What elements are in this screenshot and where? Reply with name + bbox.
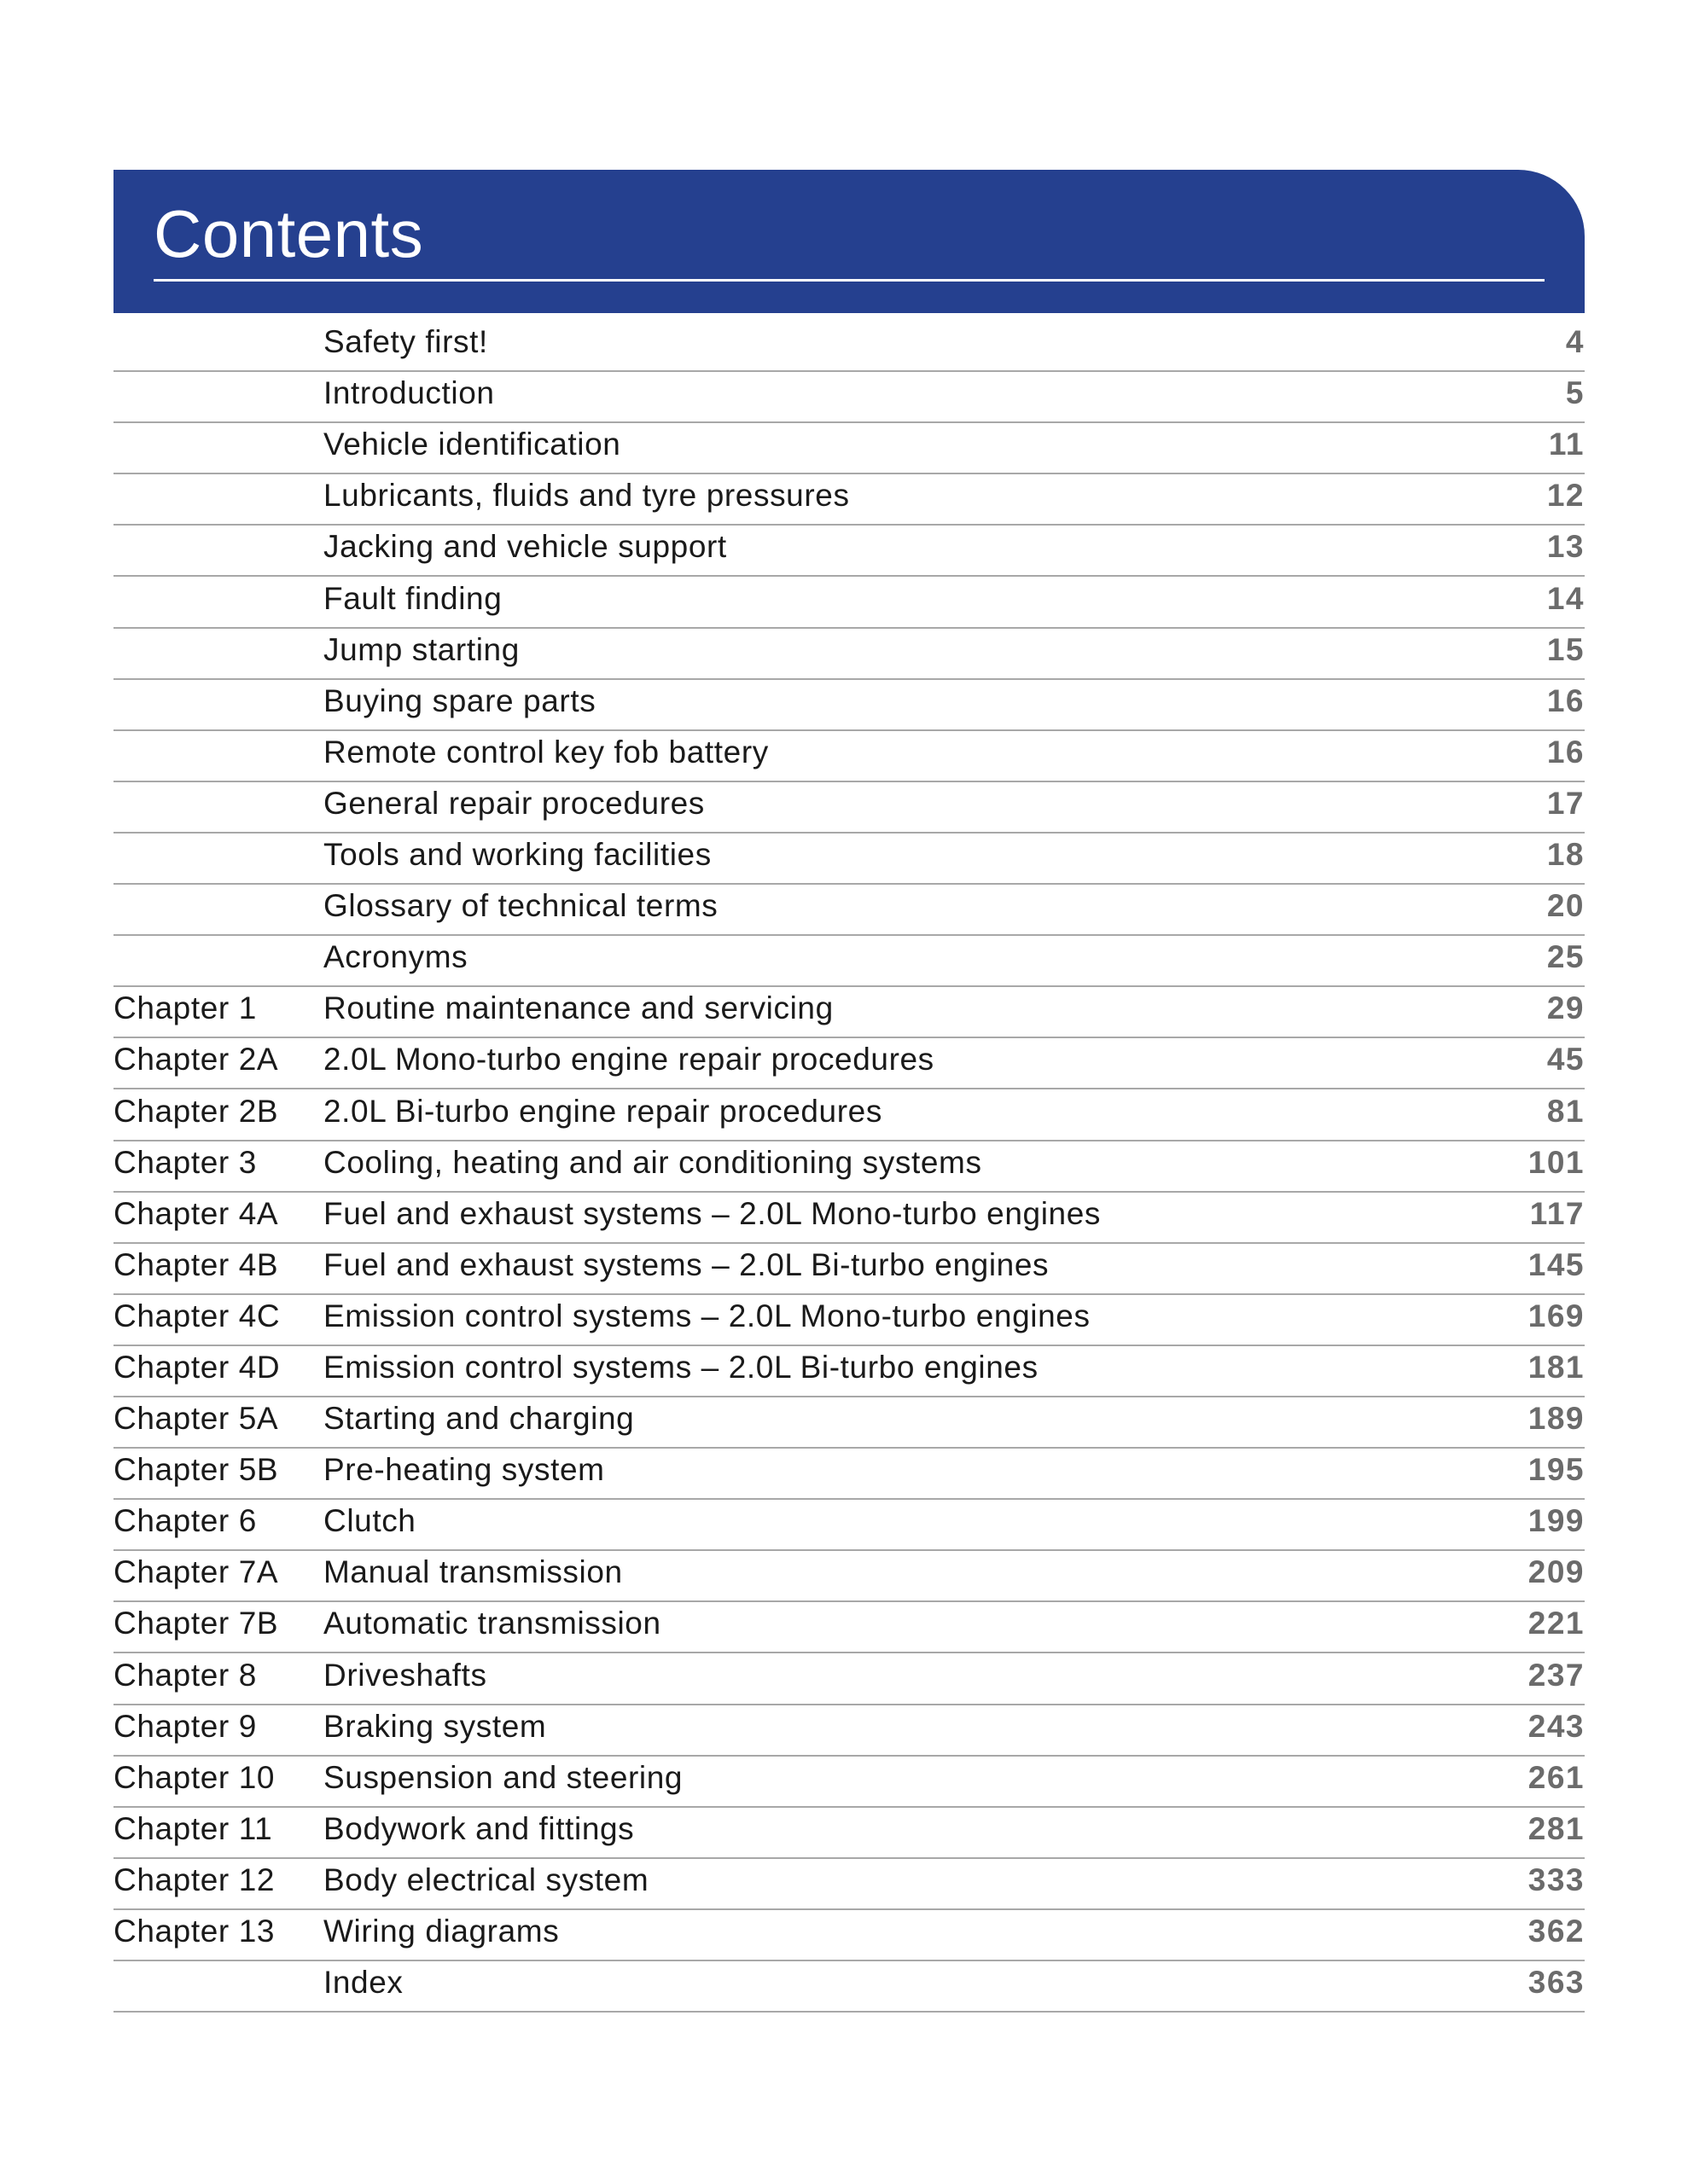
toc-chapter-label: Chapter 4D bbox=[113, 1349, 281, 1385]
toc-entry[interactable] bbox=[113, 1859, 1585, 1910]
toc-page-number: 16 bbox=[1546, 734, 1585, 770]
toc-page-number: 17 bbox=[1546, 785, 1585, 821]
toc-chapter-label: Chapter 7A bbox=[113, 1554, 279, 1590]
toc-entry[interactable] bbox=[113, 1346, 1585, 1397]
toc-entry-title: Automatic transmission bbox=[323, 1606, 661, 1641]
toc-entry-title: Fuel and exhaust systems – 2.0L Bi-turbo engines bbox=[323, 1246, 1050, 1282]
toc-page-number: 181 bbox=[1527, 1349, 1585, 1385]
toc-entry-title: Braking system bbox=[323, 1708, 547, 1744]
toc-entry-title: Lubricants, fluids and tyre pressures bbox=[323, 478, 850, 514]
toc-chapter-label: Chapter 1 bbox=[113, 990, 257, 1026]
toc-entry[interactable] bbox=[113, 1961, 1585, 2013]
toc-entry-title: Buying spare parts bbox=[323, 682, 596, 718]
toc-chapter-label: Chapter 11 bbox=[113, 1810, 273, 1846]
toc-entry[interactable] bbox=[113, 577, 1585, 628]
toc-entry[interactable] bbox=[113, 1193, 1585, 1244]
toc-entry[interactable] bbox=[113, 321, 1585, 372]
toc-chapter-label: Chapter 4C bbox=[113, 1298, 281, 1333]
toc-entry[interactable] bbox=[113, 1449, 1585, 1500]
toc-entry[interactable] bbox=[113, 474, 1585, 526]
toc-entry-title: Jacking and vehicle support bbox=[323, 529, 727, 565]
toc-entry[interactable] bbox=[113, 1397, 1585, 1449]
toc-entry-title: Emission control systems – 2.0L Mono-turbo engines bbox=[323, 1298, 1091, 1333]
toc-entry-title: Vehicle identification bbox=[323, 427, 621, 462]
toc-page-number: 189 bbox=[1527, 1401, 1585, 1437]
toc-entry-title: Fuel and exhaust systems – 2.0L Mono-turbo engines bbox=[323, 1195, 1101, 1231]
toc-page-number: 101 bbox=[1527, 1144, 1585, 1180]
toc-page-number: 25 bbox=[1546, 939, 1585, 975]
toc-page-number: 243 bbox=[1527, 1708, 1585, 1744]
toc-page-number: 4 bbox=[1565, 324, 1585, 360]
toc-entry-title: 2.0L Mono-turbo engine repair procedures bbox=[323, 1042, 934, 1077]
toc-chapter-label: Chapter 4A bbox=[113, 1195, 279, 1231]
toc-page-number: 18 bbox=[1546, 837, 1585, 873]
toc-entry[interactable] bbox=[113, 629, 1585, 680]
toc-entry[interactable] bbox=[113, 936, 1585, 987]
toc-entry-title: Manual transmission bbox=[323, 1554, 623, 1590]
toc-chapter-label: Chapter 13 bbox=[113, 1914, 276, 1949]
toc-page-number: 169 bbox=[1527, 1298, 1585, 1333]
toc-page-number: 362 bbox=[1527, 1914, 1585, 1949]
toc-page-number: 11 bbox=[1548, 427, 1585, 462]
toc-entry-title: Jump starting bbox=[323, 631, 520, 667]
toc-entry-title: Fault finding bbox=[323, 580, 503, 616]
toc-entry[interactable] bbox=[113, 1295, 1585, 1346]
toc-entry[interactable] bbox=[113, 987, 1585, 1038]
toc-entry-title: Acronyms bbox=[323, 939, 468, 975]
toc-entry-title: General repair procedures bbox=[323, 785, 705, 821]
toc-entry-title: Driveshafts bbox=[323, 1657, 487, 1693]
toc-entry-title: Safety first! bbox=[323, 324, 488, 360]
toc-entry[interactable] bbox=[113, 1602, 1585, 1653]
toc-chapter-label: Chapter 2A bbox=[113, 1042, 279, 1077]
toc-entry-title: Suspension and steering bbox=[323, 1759, 684, 1795]
toc-entry[interactable] bbox=[113, 1141, 1585, 1193]
page-title: Contents bbox=[154, 196, 424, 271]
toc-page-number: 45 bbox=[1546, 1042, 1585, 1077]
toc-chapter-label: Chapter 10 bbox=[113, 1759, 276, 1795]
toc-entry-title: Pre-heating system bbox=[323, 1452, 605, 1488]
toc-page-number: 15 bbox=[1546, 631, 1585, 667]
toc-entry[interactable] bbox=[113, 1653, 1585, 1705]
toc-entry-title: Glossary of technical terms bbox=[323, 888, 719, 924]
toc-entry[interactable] bbox=[113, 1910, 1585, 1961]
toc-entry-title: Starting and charging bbox=[323, 1401, 635, 1437]
toc-page-number: 363 bbox=[1527, 1965, 1585, 2001]
toc-entry-title: Routine maintenance and servicing bbox=[323, 990, 834, 1026]
toc-entry-title: Tools and working facilities bbox=[323, 837, 712, 873]
toc-entry[interactable] bbox=[113, 885, 1585, 936]
toc-page-number: 12 bbox=[1546, 478, 1585, 514]
toc-page-number: 333 bbox=[1527, 1862, 1585, 1897]
toc-entry[interactable] bbox=[113, 680, 1585, 731]
toc-page-number: 14 bbox=[1546, 580, 1585, 616]
toc-entry[interactable] bbox=[113, 1500, 1585, 1551]
header-rule bbox=[154, 279, 1545, 282]
toc-entry[interactable] bbox=[113, 1551, 1585, 1602]
toc-entry-title: Bodywork and fittings bbox=[323, 1810, 635, 1846]
toc-entry-title: Wiring diagrams bbox=[323, 1914, 560, 1949]
toc-chapter-label: Chapter 3 bbox=[113, 1144, 257, 1180]
toc-chapter-label: Chapter 9 bbox=[113, 1708, 257, 1744]
toc-entry[interactable] bbox=[113, 834, 1585, 885]
toc-chapter-label: Chapter 5A bbox=[113, 1401, 279, 1437]
table-of-contents bbox=[113, 321, 1585, 2013]
toc-page-number: 199 bbox=[1527, 1503, 1585, 1539]
toc-page-number: 20 bbox=[1546, 888, 1585, 924]
toc-chapter-label: Chapter 4B bbox=[113, 1246, 279, 1282]
toc-page-number: 5 bbox=[1565, 375, 1585, 411]
toc-entry[interactable] bbox=[113, 1244, 1585, 1295]
toc-entry-title: Cooling, heating and air conditioning systems bbox=[323, 1144, 982, 1180]
toc-page-number: 221 bbox=[1527, 1606, 1585, 1641]
contents-header bbox=[113, 170, 1585, 313]
toc-entry-title: Clutch bbox=[323, 1503, 416, 1539]
toc-page-number: 117 bbox=[1529, 1195, 1585, 1231]
toc-entry-title: Body electrical system bbox=[323, 1862, 649, 1897]
toc-entry[interactable] bbox=[113, 423, 1585, 474]
toc-page-number: 145 bbox=[1527, 1246, 1585, 1282]
toc-entry-title: Emission control systems – 2.0L Bi-turbo engines bbox=[323, 1349, 1039, 1385]
toc-page-number: 13 bbox=[1546, 529, 1585, 565]
toc-page-number: 281 bbox=[1527, 1810, 1585, 1846]
toc-entry[interactable] bbox=[113, 731, 1585, 782]
toc-entry-title: 2.0L Bi-turbo engine repair procedures bbox=[323, 1093, 882, 1129]
toc-entry[interactable] bbox=[113, 1757, 1585, 1808]
toc-entry[interactable] bbox=[113, 1705, 1585, 1757]
toc-entry[interactable] bbox=[113, 1808, 1585, 1859]
toc-chapter-label: Chapter 12 bbox=[113, 1862, 276, 1897]
toc-entry-title: Remote control key fob battery bbox=[323, 734, 769, 770]
toc-entry[interactable] bbox=[113, 372, 1585, 423]
toc-chapter-label: Chapter 2B bbox=[113, 1093, 279, 1129]
toc-entry[interactable] bbox=[113, 1038, 1585, 1089]
toc-entry-title: Introduction bbox=[323, 375, 495, 411]
toc-page-number: 81 bbox=[1546, 1093, 1585, 1129]
toc-entry[interactable] bbox=[113, 782, 1585, 834]
toc-chapter-label: Chapter 8 bbox=[113, 1657, 257, 1693]
toc-entry[interactable] bbox=[113, 1089, 1585, 1141]
toc-chapter-label: Chapter 7B bbox=[113, 1606, 279, 1641]
toc-page-number: 261 bbox=[1527, 1759, 1585, 1795]
toc-page-number: 209 bbox=[1527, 1554, 1585, 1590]
toc-chapter-label: Chapter 5B bbox=[113, 1452, 279, 1488]
toc-chapter-label: Chapter 6 bbox=[113, 1503, 257, 1539]
toc-page-number: 29 bbox=[1546, 990, 1585, 1026]
toc-entry[interactable] bbox=[113, 526, 1585, 577]
toc-page-number: 195 bbox=[1527, 1452, 1585, 1488]
toc-page-number: 16 bbox=[1546, 682, 1585, 718]
toc-page-number: 237 bbox=[1527, 1657, 1585, 1693]
toc-entry-title: Index bbox=[323, 1965, 404, 2001]
